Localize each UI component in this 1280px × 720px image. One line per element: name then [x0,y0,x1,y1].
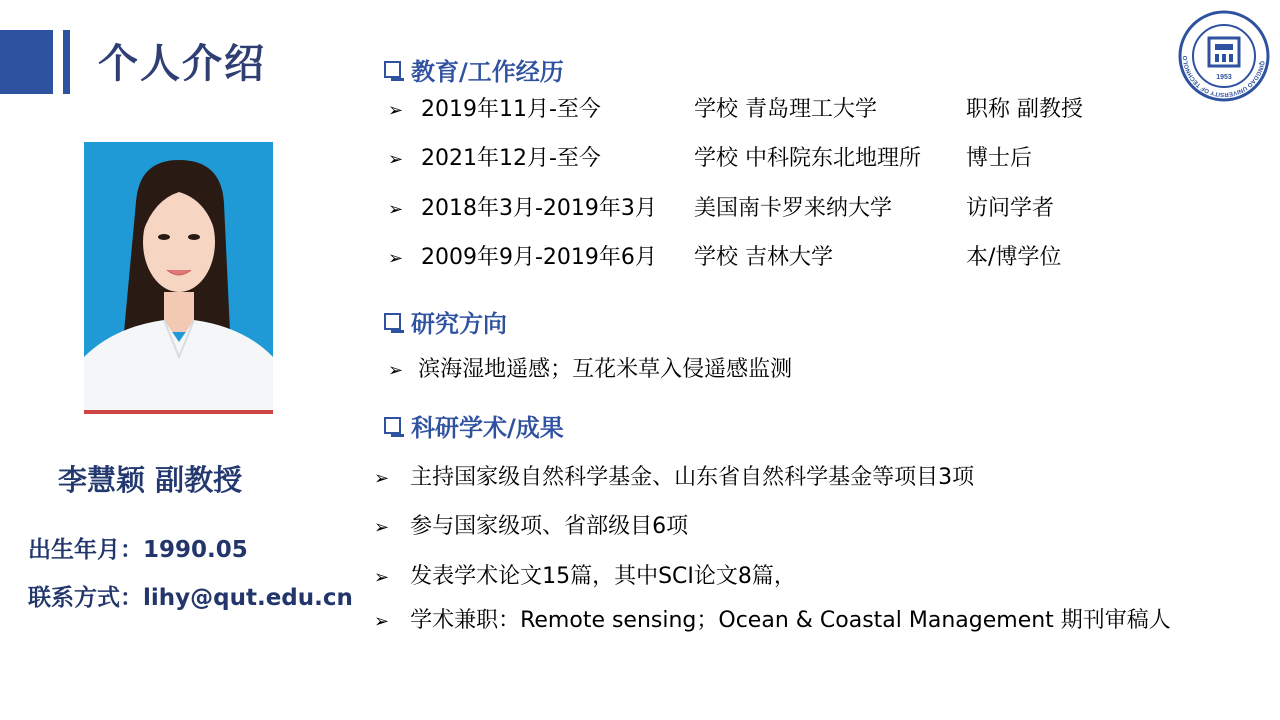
section-education-heading [384,52,564,87]
research-item-text: 滨海湿地遥感；互花米草入侵遥感监测 [418,357,793,382]
arrow-bullet-icon: ➢ [388,248,404,269]
checkbox-bullet-icon [384,313,401,330]
arrow-bullet-icon: ➢ [388,199,404,220]
arrow-bullet-icon: ➢ [374,567,390,588]
education-org: 学校 吉林大学 [694,245,833,270]
research-item [388,355,792,386]
arrow-bullet-icon: ➢ [388,100,404,121]
education-row [388,243,403,274]
profile-name-title: 李慧颖 副教授 [58,463,243,497]
section-heading-text: 教育/工作经历 [411,58,564,86]
arrow-bullet-icon: ➢ [388,360,404,381]
checkbox-bullet-icon [384,61,401,78]
university-logo [1178,10,1270,102]
education-period: 2018年3月-2019年3月 [421,196,657,221]
achievement-item-text: 发表学术论文15篇，其中SCI论文8篇， [410,564,796,589]
achievement-item [374,562,796,593]
education-row [388,95,403,126]
education-row [388,194,403,225]
section-achievements-heading [384,408,564,443]
section-heading-text: 科研学术/成果 [411,414,564,442]
achievement-item [374,512,688,543]
education-org: 学校 中科院东北地理所 [694,146,921,171]
education-period: 2021年12月-至今 [421,146,601,171]
section-research-heading [384,304,507,339]
education-org: 美国南卡罗来纳大学 [694,196,893,221]
education-org: 学校 青岛理工大学 [694,97,877,122]
achievement-item-text: 学术兼职：Remote sensing；Ocean & Coastal Management 期刊审稿人 [410,608,1171,633]
arrow-bullet-icon: ➢ [374,517,390,538]
education-period: 2019年11月-至今 [421,97,601,122]
education-role: 职称 副教授 [966,97,1083,122]
logo-ring-text: QINGDAO UNIVERSITY OF TECHNOLO [1182,55,1265,98]
arrow-bullet-icon: ➢ [374,468,390,489]
achievement-item-text: 主持国家级自然科学基金、山东省自然科学基金等项目3项 [410,465,975,490]
arrow-bullet-icon: ➢ [388,149,404,170]
education-period: 2009年9月-2019年6月 [421,245,657,270]
education-role: 访问学者 [966,196,1055,221]
education-role: 博士后 [966,146,1033,171]
achievement-item [374,606,1171,637]
education-role: 本/博学位 [966,245,1062,270]
section-heading-text: 研究方向 [411,310,507,338]
education-row [388,144,403,175]
profile-birth: 出生年月：1990.05 [28,537,248,563]
profile-contact: 联系方式：lihy@qut.edu.cn [28,585,353,611]
portrait-photo [84,142,273,414]
header-accent-bar [63,30,70,94]
logo-year: 1953 [1216,74,1232,81]
achievement-item [374,463,974,494]
header-accent-block [0,30,53,94]
page-title: 个人介绍 [98,41,266,87]
arrow-bullet-icon: ➢ [374,611,390,632]
achievement-item-text: 参与国家级项、省部级目6项 [410,514,689,539]
checkbox-bullet-icon [384,417,401,434]
